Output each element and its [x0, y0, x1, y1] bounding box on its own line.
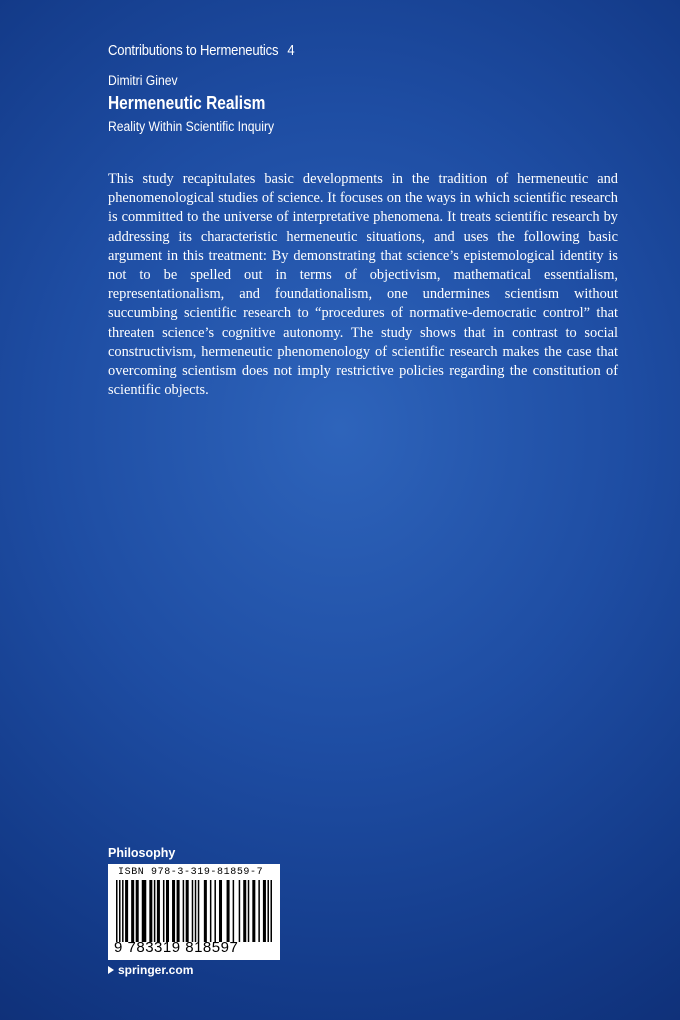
- barcode-bar: [210, 880, 212, 942]
- barcode-bar: [198, 880, 200, 942]
- barcode-bar: [116, 880, 118, 942]
- barcode-bar: [263, 880, 266, 942]
- author-name: Dimitri Ginev: [108, 73, 178, 88]
- barcode-digits: 9 783319 818597: [114, 939, 239, 956]
- barcode-bar: [233, 880, 235, 942]
- series-name: Contributions to Hermeneutics: [108, 43, 279, 59]
- arrow-right-icon: [108, 966, 114, 974]
- book-blurb: This study recapitulates basic developments in the tradition of hermeneutic and phenomenological studies of science. It focuses on the ways in which scientific research is committed to the universe of interpretative phenomena. It treats scientific research by addressing its characteristic hermeneutic situations, and uses the following basic argument in this treatment: By demonstrating that science’s epistemological identity is not to be spelled out in terms of objectivism, mathematical essentialism, representationalism, and foundationalism, one undermines scientism without succumbing scientific research to “procedures of normative-democratic control” that threaten science’s cognitive autonomy. The study shows that in contrast to social constructivism, hermeneutic phenomenology of scientific research makes the case that overcoming scientism does not imply restrictive policies regarding the constitution of scientific objects.: [108, 171, 618, 399]
- series-line: [108, 43, 294, 59]
- barcode-bar: [125, 880, 128, 942]
- barcode-bar: [243, 880, 246, 942]
- publisher-link[interactable]: [108, 963, 193, 977]
- series-number: 4: [287, 43, 295, 59]
- barcode-bar: [214, 880, 216, 942]
- subject-category: Philosophy: [108, 846, 176, 860]
- barcode-bar: [183, 880, 185, 942]
- barcode-label: [108, 864, 280, 960]
- book-title: Hermeneutic Realism: [108, 93, 266, 113]
- barcode-bar: [163, 880, 165, 942]
- barcode-bar: [186, 880, 189, 942]
- barcode-bar: [227, 880, 230, 942]
- barcode-bar: [270, 880, 272, 942]
- barcode-bar: [166, 880, 169, 942]
- barcode-bar: [195, 880, 197, 942]
- barcode-bar: [219, 880, 222, 942]
- barcode-bar: [267, 880, 269, 942]
- barcode-bar: [248, 880, 250, 942]
- isbn-text: ISBN 978-3-319-81859-7: [118, 867, 264, 878]
- barcode-bar: [122, 880, 124, 942]
- barcode-bar: [119, 880, 121, 942]
- barcode-bar: [204, 880, 207, 942]
- barcode-bar: [258, 880, 260, 942]
- barcode-bar: [157, 880, 160, 942]
- barcode-bar: [149, 880, 152, 942]
- barcode-bar: [136, 880, 139, 942]
- publisher-url: springer.com: [118, 963, 194, 977]
- book-subtitle: Reality Within Scientific Inquiry: [108, 119, 275, 134]
- barcode-bar: [142, 880, 147, 942]
- barcode-bar: [177, 880, 180, 942]
- barcode-bar: [154, 880, 156, 942]
- barcode-bar: [192, 880, 194, 942]
- barcode-graphic: [114, 880, 274, 942]
- barcode-bar: [252, 880, 255, 942]
- barcode-bar: [131, 880, 134, 942]
- barcode-bar: [239, 880, 241, 942]
- barcode-bar: [172, 880, 175, 942]
